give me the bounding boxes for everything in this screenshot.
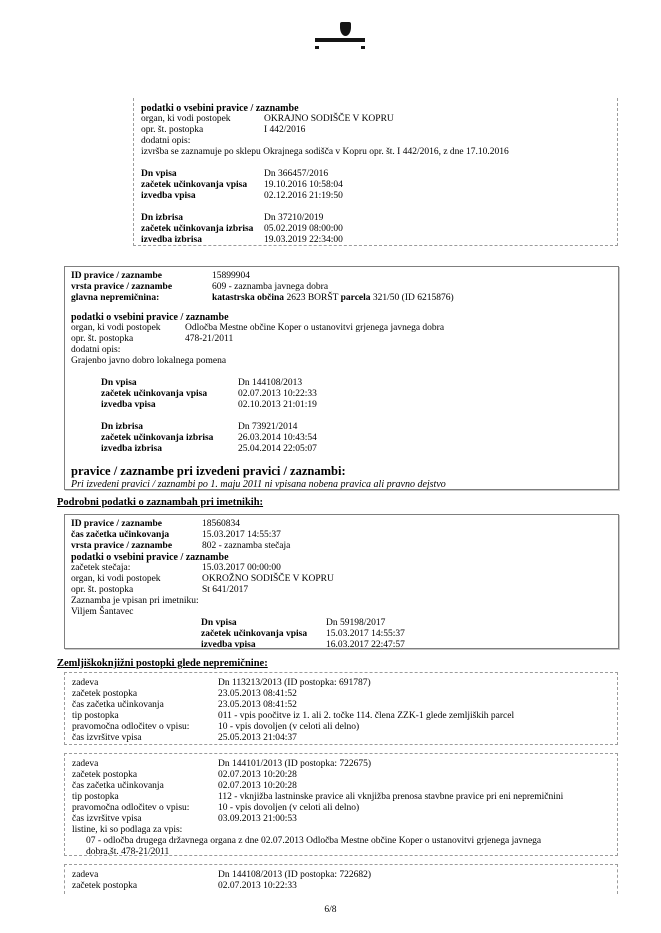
holder-name: Viljem Šantavec <box>71 607 134 617</box>
emblem-dot-right <box>361 46 365 49</box>
field-row <box>101 444 612 455</box>
field-row <box>141 169 610 180</box>
field-label: organ, ki vodi postopek <box>71 574 161 584</box>
continued-right-details-box <box>133 98 618 246</box>
additional-description: izvršba se zaznamuje po sklepu Okrajnega sodišča v Kopru opr. št. I 442/2016, z dne 17.10.2016 <box>141 147 509 157</box>
field-label: začetek postopka <box>72 689 138 699</box>
field-label: čas izvršitve vpisa <box>72 733 142 743</box>
field-value: Odločba Mestne občine Koper o ustanovitvi grjenega javnega dobra <box>185 323 445 333</box>
field-value: 02.07.2013 10:20:28 <box>218 770 297 780</box>
field-label: pravomočna odločitev o vpisu: <box>72 803 190 813</box>
field-row <box>101 389 612 400</box>
field-label: Dn vpisa <box>141 169 177 179</box>
field-label: pravomočna odločitev o vpisu: <box>72 722 190 732</box>
field-label: tip postopka <box>72 792 119 802</box>
field-rows <box>141 114 610 147</box>
field-value: Dn 144108/2013 <box>238 378 303 388</box>
coat-of-arms-emblem <box>310 20 370 52</box>
field-label: vrsta pravice / zaznambe <box>71 282 173 292</box>
field-label: Dn vpisa <box>201 618 237 628</box>
field-row <box>72 881 610 892</box>
emblem-dot-left <box>315 46 319 49</box>
holder-note: Zaznamba je vpisan pri imetniku: <box>71 596 199 606</box>
derived-rights-heading: pravice / zaznambe pri izvedeni pravici / zaznambi: <box>71 464 346 478</box>
field-value: 802 - zaznamba stečaja <box>202 541 291 551</box>
field-value: 15.03.2017 14:55:37 <box>326 629 405 639</box>
field-value: 05.02.2019 08:00:00 <box>264 224 343 234</box>
procedure-box <box>64 753 618 856</box>
field-row <box>101 400 612 411</box>
field-label: izvedba vpisa <box>101 400 156 410</box>
field-label: opr. št. postopka <box>71 334 134 344</box>
field-row <box>72 689 610 700</box>
field-value: Dn 113213/2013 (ID postopka: 691787) <box>218 678 371 688</box>
field-rows <box>71 563 612 596</box>
field-row <box>72 792 610 803</box>
field-value: 609 - zaznamba javnega dobra <box>212 282 329 292</box>
field-value <box>185 345 612 356</box>
field-row <box>72 733 610 744</box>
field-row <box>141 136 610 147</box>
field-row <box>141 235 610 246</box>
field-value: Dn 366457/2016 <box>264 169 329 179</box>
field-row <box>72 678 610 689</box>
field-row <box>141 213 610 224</box>
field-label: ID pravice / zaznambe <box>71 519 163 529</box>
field-value: 03.09.2013 21:00:53 <box>218 814 297 824</box>
field-value: 15.03.2017 14:55:37 <box>202 530 281 540</box>
field-row <box>72 722 610 733</box>
field-value: Dn 37210/2019 <box>264 213 324 223</box>
field-value: Dn 144108/2013 (ID postopka: 722682) <box>218 870 372 880</box>
field-value: 19.03.2019 22:34:00 <box>264 235 343 245</box>
field-label: opr. št. postopka <box>141 125 204 135</box>
derived-rights-note: Pri izvedeni pravici / zaznambi po 1. maju 2011 ni vpisana nobena pravica ali pravno dejstvo <box>71 479 446 490</box>
holders-section-heading: Podrobni podatki o zaznambah pri imetnikih: <box>57 497 264 508</box>
field-label: začetek stečaja: <box>71 563 131 573</box>
field-row <box>72 711 610 722</box>
field-value: 19.10.2016 10:58:04 <box>264 180 343 190</box>
field-label: začetek učinkovanja izbrisa <box>141 224 254 234</box>
field-label: zadeva <box>72 759 99 769</box>
field-rows <box>71 323 612 356</box>
field-label: čas začetka učinkovanja <box>71 530 170 540</box>
field-label: zadeva <box>72 678 99 688</box>
emblem-bar <box>315 38 365 42</box>
shield-icon <box>340 22 351 36</box>
deletion-record <box>101 422 612 455</box>
field-label: začetek učinkovanja vpisa <box>201 629 308 639</box>
field-row <box>71 282 612 293</box>
field-row <box>141 114 610 125</box>
field-label: začetek učinkovanja vpisa <box>101 389 208 399</box>
procedure-box-truncated <box>64 864 618 894</box>
field-label: izvedba vpisa <box>201 640 256 649</box>
field-label: organ, ki vodi postopek <box>141 114 231 124</box>
field-value: 16.03.2017 22:47:57 <box>326 640 405 649</box>
field-label: ID pravice / zaznambe <box>71 271 163 281</box>
field-value: 02.12.2016 21:19:50 <box>264 191 343 201</box>
field-row <box>71 345 612 356</box>
field-label: začetek učinkovanja vpisa <box>141 180 248 190</box>
field-row <box>72 781 610 792</box>
field-value: 02.07.2013 10:22:33 <box>218 881 297 891</box>
right-annotation-box <box>64 266 619 490</box>
box-heading: podatki o vsebini pravice / zaznambe <box>141 103 299 114</box>
field-value: 18560834 <box>202 519 240 529</box>
field-row <box>141 180 610 191</box>
field-value: Dn 59198/2017 <box>326 618 386 628</box>
field-label: organ, ki vodi postopek <box>71 323 161 333</box>
field-value: 011 - vpis poočitve iz 1. ali 2. točke 114. člena ZZK-1 glede zemljiških parcel <box>218 711 515 721</box>
field-label: čas začetka učinkovanja <box>72 700 164 710</box>
field-value <box>264 136 610 147</box>
field-row <box>72 770 610 781</box>
field-value: 23.05.2013 08:41:52 <box>218 700 297 710</box>
field-value: 02.07.2013 10:22:33 <box>238 389 317 399</box>
field-row <box>72 759 610 770</box>
field-value: katastrska občina 2623 BORŠT parcela 321/50 (ID 6215876) <box>212 293 454 303</box>
holder-annotation-box <box>64 514 619 649</box>
field-value: OKRAJNO SODIŠČE V KOPRU <box>264 114 394 124</box>
field-value: OKROŽNO SODIŠČE V KOPRU <box>202 574 334 584</box>
field-row <box>72 814 610 825</box>
field-row <box>141 224 610 235</box>
field-value: 25.04.2014 22:05:07 <box>238 444 317 454</box>
field-label: Dn vpisa <box>101 378 137 388</box>
field-label: dodatni opis: <box>141 136 191 146</box>
field-row <box>101 433 612 444</box>
entry-record <box>141 169 610 202</box>
field-value: 10 - vpis dovoljen (v celoti ali delno) <box>218 803 360 813</box>
field-value: St 641/2017 <box>202 585 249 595</box>
field-row <box>101 378 612 389</box>
field-row <box>72 700 610 711</box>
field-label: izvedba izbrisa <box>101 444 162 454</box>
field-row <box>72 870 610 881</box>
field-label: tip postopka <box>72 711 119 721</box>
additional-description: Grajenbo javno dobro lokalnega pomena <box>71 356 227 366</box>
field-row <box>71 541 612 552</box>
field-label: glavna nepremičnina: <box>71 293 160 303</box>
box-heading: podatki o vsebini pravice / zaznambe <box>71 312 229 323</box>
field-label: opr. št. postopka <box>71 585 134 595</box>
field-row <box>71 585 612 596</box>
identity-rows <box>71 271 612 304</box>
field-value: 26.03.2014 10:43:54 <box>238 433 317 443</box>
field-row <box>71 519 612 530</box>
field-value: 02.10.2013 21:01:19 <box>238 400 317 410</box>
field-value: 15.03.2017 00:00:00 <box>202 563 281 573</box>
field-label: dodatni opis: <box>71 345 121 355</box>
field-label: vrsta pravice / zaznambe <box>71 541 173 551</box>
entry-record <box>101 378 612 411</box>
page-number: 6/8 <box>324 905 337 915</box>
field-value: 112 - vknjižba lastninske pravice ali vknjižba prenosa stavbne pravice pri eni nepremičnini <box>218 792 564 802</box>
field-row <box>71 563 612 574</box>
field-label: izvedba vpisa <box>141 191 196 201</box>
field-row <box>71 271 612 282</box>
field-rows <box>72 759 610 825</box>
field-row <box>71 323 612 334</box>
field-row <box>201 618 612 629</box>
field-value: Dn 73921/2014 <box>238 422 298 432</box>
field-row <box>71 293 612 304</box>
field-label: izvedba izbrisa <box>141 235 202 245</box>
field-value: 15899904 <box>212 271 250 281</box>
identity-rows <box>71 519 612 552</box>
document-item: 07 - odločba drugega državnega organa z dne 02.07.2013 Odločba Mestne občine Koper o ustanovitvi grjenega javnega dobra,št. 478-21/2011 <box>86 836 542 856</box>
box-heading: podatki o vsebini pravice / zaznambe <box>71 552 229 563</box>
field-rows <box>72 870 610 892</box>
documents-label: listine, ki so podlaga za vpis: <box>72 825 183 835</box>
field-value: Dn 144101/2013 (ID postopka: 722675) <box>218 759 372 769</box>
procedures-section-heading: Zemljiškoknjižni postopki glede nepremičnine: <box>57 658 268 669</box>
field-row <box>71 530 612 541</box>
field-row <box>141 191 610 202</box>
field-label: začetek postopka <box>72 770 138 780</box>
field-value: 25.05.2013 21:04:37 <box>218 733 297 743</box>
field-rows <box>72 678 610 744</box>
field-row <box>101 422 612 433</box>
field-row <box>201 629 612 640</box>
field-value: I 442/2016 <box>264 125 306 135</box>
field-value: 23.05.2013 08:41:52 <box>218 689 297 699</box>
field-label: čas začetka učinkovanja <box>72 781 164 791</box>
field-row <box>72 803 610 814</box>
field-value: 478-21/2011 <box>185 334 234 344</box>
field-row <box>71 574 612 585</box>
field-row <box>71 334 612 345</box>
field-row <box>141 125 610 136</box>
field-value: 02.07.2013 10:20:28 <box>218 781 297 791</box>
field-label: Dn izbrisa <box>141 213 183 223</box>
field-value: 10 - vpis dovoljen (v celoti ali delno) <box>218 722 360 732</box>
field-label: začetek postopka <box>72 881 138 891</box>
procedure-box <box>64 672 618 745</box>
deletion-record <box>141 213 610 246</box>
field-label: začetek učinkovanja izbrisa <box>101 433 214 443</box>
entry-record <box>201 618 612 649</box>
field-label: čas izvršitve vpisa <box>72 814 142 824</box>
field-label: zadeva <box>72 870 99 880</box>
field-row <box>201 640 612 649</box>
field-label: Dn izbrisa <box>101 422 143 432</box>
